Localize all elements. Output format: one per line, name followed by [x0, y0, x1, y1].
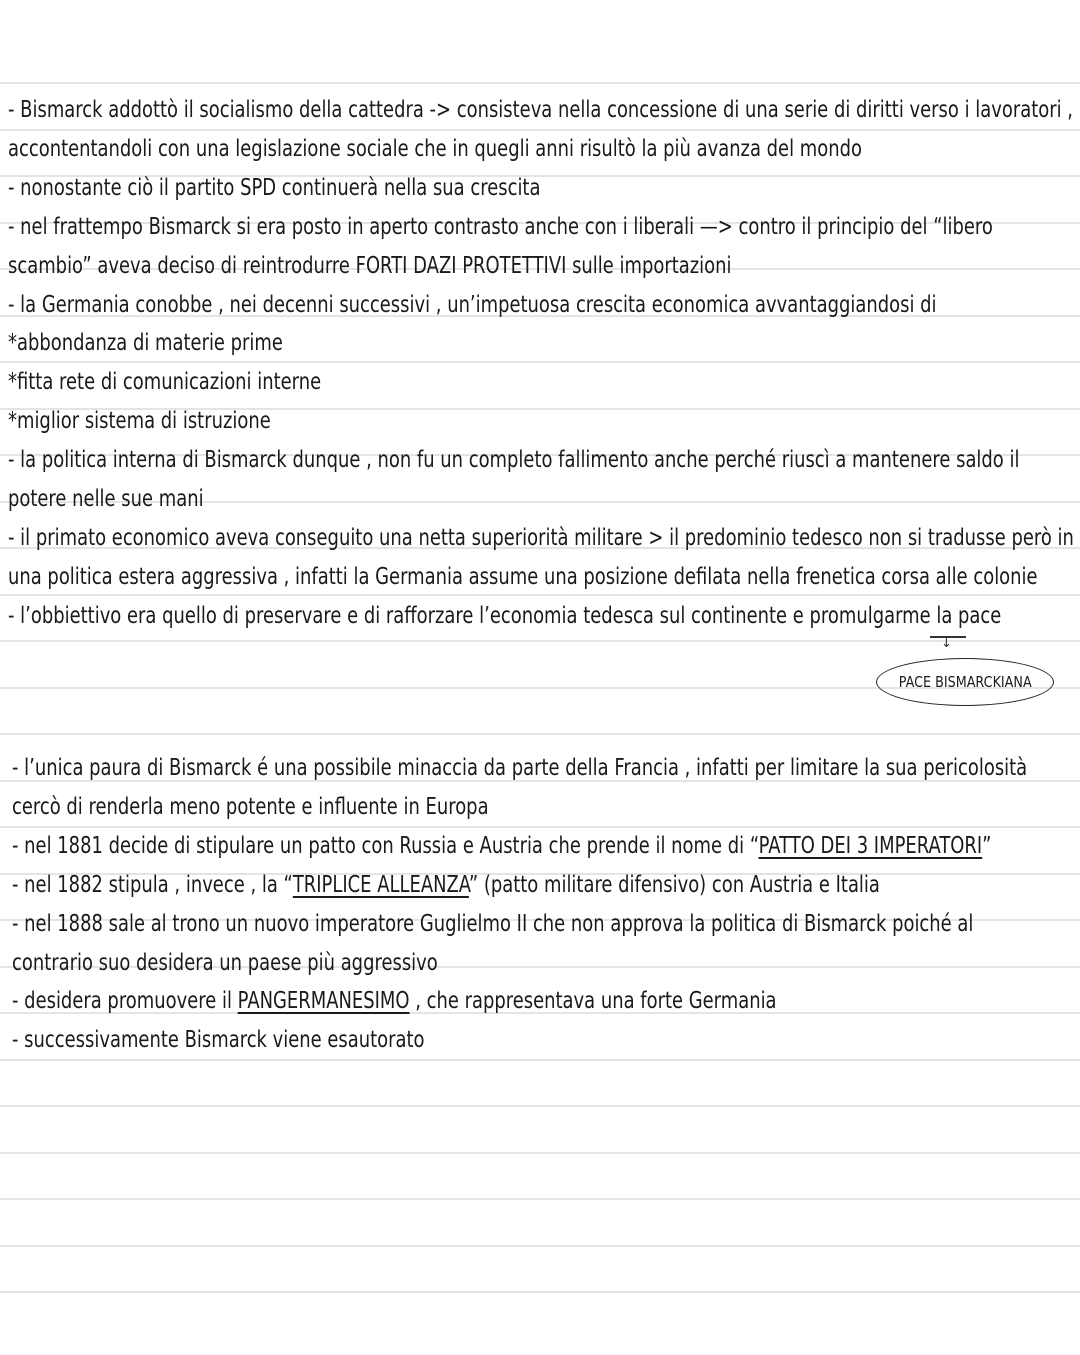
rule-line	[0, 640, 1080, 642]
note-text: - successivamente Bismarck viene esautorato	[12, 1027, 425, 1054]
note-line	[12, 871, 880, 899]
note-line	[8, 96, 1073, 124]
underlined-term: PATTO DEI 3 IMPERATORI	[758, 832, 983, 859]
note-line	[12, 949, 438, 977]
note-line	[8, 329, 283, 357]
note-text: una politica estera aggressiva , infatti la Germania assume una posizione defilata nella frenetica corsa alle colonie	[8, 563, 1038, 590]
note-text: - l’unica paura di Bismarck é una possibile minaccia da parte della Francia , infatti per limitare la sua pericolosità	[12, 755, 1028, 781]
note-text: potere nelle sue mani	[8, 486, 204, 512]
rule-line	[0, 1245, 1080, 1247]
note-text: - desidera promuovere il	[12, 988, 238, 1015]
rule-line	[0, 1198, 1080, 1200]
note-text: , che rappresentava una forte Germania	[409, 988, 777, 1015]
note-line	[12, 987, 777, 1015]
rule-line	[0, 129, 1080, 131]
note-line	[12, 754, 1027, 782]
rule-line	[0, 826, 1080, 828]
note-text: - nel 1881 decide di stipulare un patto con Russia e Austria che prende il nome di “	[12, 832, 759, 859]
note-line	[12, 1026, 425, 1054]
rule-line	[0, 1059, 1080, 1061]
note-line	[8, 446, 1019, 474]
rule-line	[0, 82, 1080, 84]
note-text: - Bismarck addottò il socialismo della cattedra -> consisteva nella concessione di una serie di diritti verso i lavoratori ,	[8, 97, 1073, 123]
note-text: - nonostante ciò il partito SPD continuerà nella sua crescita	[8, 174, 541, 201]
note-line	[8, 602, 1001, 630]
note-line	[8, 252, 731, 280]
note-line	[8, 213, 993, 241]
rule-line	[0, 1152, 1080, 1154]
note-line	[8, 291, 937, 319]
note-text: - nel frattempo Bismarck si era posto in aperto contrasto anche con i liberali —> contro il principio del “libero	[8, 213, 993, 240]
note-text: ” (patto militare difensivo) con Austria e Italia	[468, 871, 880, 898]
note-line	[12, 910, 973, 938]
note-text: cercò di renderla meno potente e influente in Europa	[12, 793, 489, 820]
note-text: ”	[982, 832, 992, 859]
note-text: - la politica interna di Bismarck dunque , non fu un completo fallimento anche perché riuscì a mantenere saldo il	[8, 447, 1020, 474]
note-line	[8, 563, 1038, 591]
note-line	[8, 174, 540, 202]
note-text: - nel 1882 stipula , invece , la “	[12, 871, 293, 898]
note-text: scambio” aveva deciso di reintrodurre FORTI DAZI PROTETTIVI sulle importazioni	[8, 252, 732, 279]
rule-line	[0, 1105, 1080, 1107]
note-text: *miglior sistema di istruzione	[8, 408, 271, 435]
note-line	[8, 135, 862, 163]
note-line	[8, 485, 204, 513]
note-text: - la Germania conobbe , nei decenni successivi , un’impetuosa crescita economica avvantaggiandosi di	[8, 291, 937, 318]
rule-line	[0, 361, 1080, 363]
underlined-term: TRIPLICE ALLEANZA	[292, 871, 469, 898]
note-text: accontentandoli con una legislazione sociale che in quegli anni risultò la più avanza del mondo	[8, 135, 862, 162]
note-line	[8, 368, 321, 396]
underlined-term: PANGERMANESIMO	[237, 988, 410, 1015]
note-text: - il primato economico aveva conseguito una netta superiorità militare > il predominio tedesco non si tradusse però in	[8, 524, 1074, 551]
note-line	[8, 524, 1074, 552]
note-text: contrario suo desidera un paese più aggressivo	[12, 949, 438, 976]
note-text: *fitta rete di comunicazioni interne	[8, 369, 322, 396]
note-line	[12, 832, 991, 860]
down-arrow-icon: ↓	[941, 636, 952, 651]
note-line	[8, 407, 271, 435]
rule-line	[0, 594, 1080, 596]
note-line	[12, 793, 489, 821]
note-text: - nel 1888 sale al trono un nuovo imperatore Guglielmo II che non approva la politica di Bismarck poiché al	[12, 910, 974, 937]
note-text: - l’obbiettivo era quello di preservare e di rafforzare l’economia tedesca sul continente e promulgarme la pace	[8, 602, 1002, 629]
rule-line	[0, 733, 1080, 735]
pace-bismarckiana-callout	[876, 658, 1054, 706]
note-text: *abbondanza di materie prime	[8, 330, 283, 357]
callout-label: PACE BISMARCKIANA	[898, 673, 1032, 691]
rule-line	[0, 1291, 1080, 1293]
